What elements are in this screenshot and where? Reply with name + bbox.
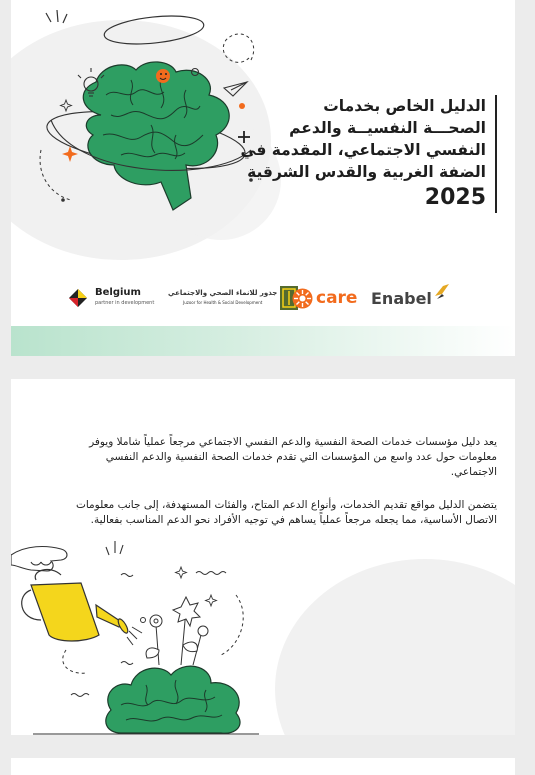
watering-can-illustration	[11, 535, 271, 735]
title-line: الضفة الغربية والقدس الشرقية	[247, 163, 486, 181]
intro-paragraph-2: يتضمن الدليل مواقع تقديم الخدمات، وأنواع الدعم المتاح، والفئات المستهدفة، إلى جانب معلومات الاتصال الأساسية، مما يجعله مرجعاً عملياً يساهم في توجيه الأفراد نحو الدعم المناسب بفعالية.	[75, 499, 497, 526]
smiley-icon	[156, 69, 170, 83]
title-line: الدليل الخاص بخدمات	[323, 97, 486, 115]
intro-page	[11, 379, 515, 735]
sparkle-icon	[176, 567, 187, 578]
belgium-emblem-icon	[67, 287, 89, 309]
juzoor-arabic: جذور للانماء الصحي والاجتماعي	[168, 289, 278, 297]
title-line: الصحـــة النفسيــة والدعم	[289, 119, 486, 137]
title-line: النفسي الاجتماعي، المقدمة في	[240, 141, 486, 159]
watering-can-icon	[22, 570, 130, 641]
cover-title	[240, 95, 497, 213]
care-name: care	[316, 288, 358, 308]
brain-bush-icon	[106, 666, 240, 733]
juzoor-logo	[168, 278, 298, 318]
decorative-blob	[275, 559, 515, 735]
next-page-edge	[11, 758, 515, 775]
cover-page	[11, 0, 515, 356]
brain-icon	[83, 62, 229, 210]
flowers-icon	[146, 597, 208, 665]
gradient-footer-bar	[11, 326, 515, 356]
belgium-name: Belgium	[95, 287, 141, 298]
enabel-logo	[371, 278, 451, 318]
partner-logos	[11, 278, 515, 318]
belgium-tagline: partner in development	[95, 300, 155, 306]
enabel-mark-icon	[433, 282, 451, 302]
care-hands-icon	[292, 288, 313, 309]
belgium-logo	[67, 278, 154, 318]
sparkle-icon	[206, 595, 217, 606]
care-logo	[292, 278, 357, 318]
juzoor-english: Juzoor for Health & Social Development	[183, 300, 263, 305]
sparkle-icon	[61, 100, 72, 111]
title-year: 2025	[424, 185, 486, 210]
enabel-name: Enabel	[371, 288, 432, 308]
paper-plane-icon	[224, 82, 247, 96]
intro-paragraph-1: يعد دليل مؤسسات خدمات الصحة النفسية والدعم النفسي الاجتماعي مرجعاً عملياً شاملا ويوفر معلومات حول عدد واسع من المؤسسات التي تقدم خدمات الصحة النفسية والدعم النفسي الاجتماعي.	[89, 436, 497, 478]
brain-illustration	[11, 0, 291, 230]
hand-icon	[11, 547, 67, 571]
